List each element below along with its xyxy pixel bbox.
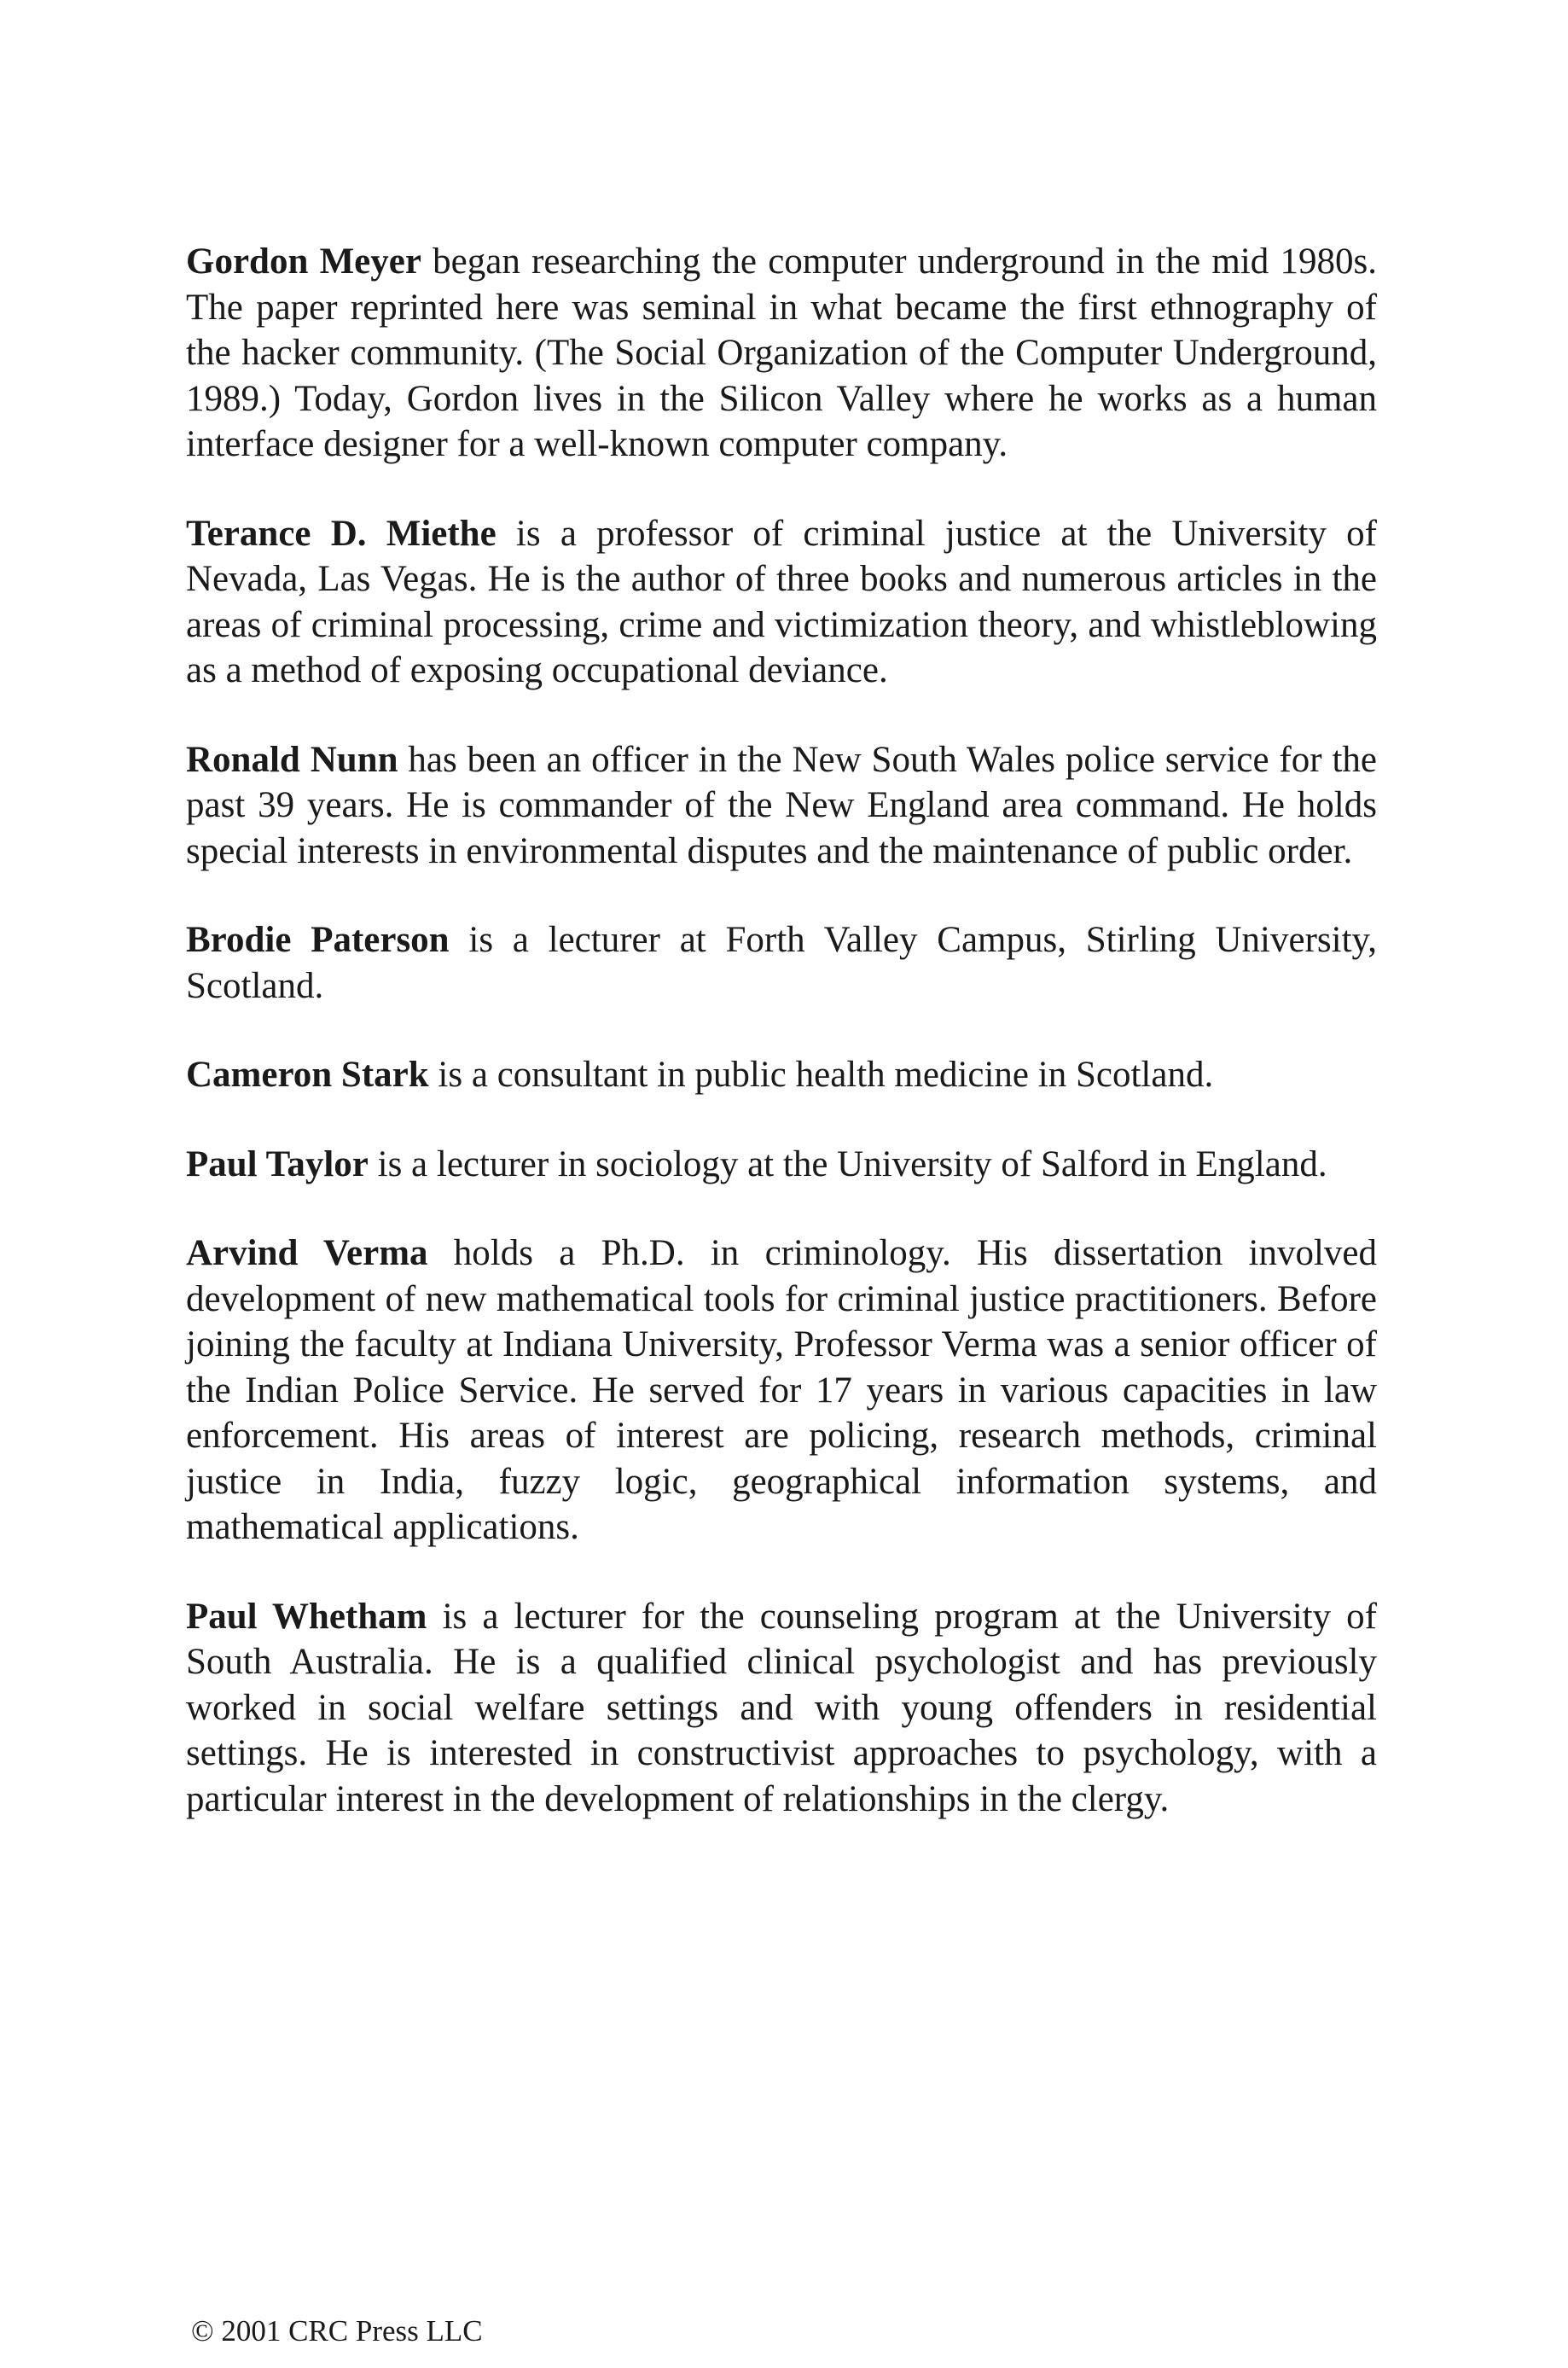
contributor-name: Gordon Meyer <box>186 241 421 282</box>
bio-paragraph <box>186 1594 1377 1823</box>
bio-paragraph <box>186 1231 1377 1551</box>
bio-paragraph <box>186 1142 1377 1188</box>
bio-text: is a lecturer for the counseling program at the University of South Australia. He is a qualified clinical psychologist and has previously worked in social welfare settings and with young offenders in residential settings. He is interested in constructivist approaches to psychology, with a particular interest in the development of relationships in the clergy. <box>186 1596 1377 1819</box>
bio-paragraph <box>186 737 1377 875</box>
copyright-footer: © 2001 CRC Press LLC <box>191 2314 483 2348</box>
contributor-name: Terance D. Miethe <box>186 513 497 554</box>
bio-paragraph <box>186 511 1377 694</box>
bio-text: is a professor of criminal justice at the University of Nevada, Las Vegas. He is the author of three books and numerous articles in the areas of criminal processing, crime and victimization theory, and whistleblowing as a method of exposing occupational deviance. <box>186 513 1377 690</box>
bio-text: began researching the computer underground in the mid 1980s. The paper reprinted here was seminal in what became the first ethnography of the hacker community. (The Social Organization of the Computer Underground, 1989.) Today, Gordon lives in the Silicon Valley where he works as a human interface designer for a well-known computer company. <box>186 241 1378 464</box>
contributor-name: Ronald Nunn <box>186 739 398 780</box>
contributor-name: Brodie Paterson <box>186 920 450 960</box>
bio-paragraph <box>186 917 1377 1009</box>
bio-text: is a lecturer in sociology at the University of Salford in England. <box>368 1143 1327 1184</box>
contributor-name: Cameron Stark <box>186 1055 429 1095</box>
contributor-name: Paul Whetham <box>186 1596 427 1637</box>
bio-paragraph <box>186 239 1377 468</box>
bio-text: is a consultant in public health medicine in Scotland. <box>428 1055 1214 1095</box>
bio-text: holds a Ph.D. in criminology. His dissertation involved development of new mathematical tools for criminal justice practitioners. Before joining the faculty at Indiana University, Professor Verma was a senior officer of the Indian Police Service. He served for 17 years in various capacities in law enforcement. His areas of interest are policing, research methods, criminal justice in India, fuzzy logic, geographical information systems, and mathematical applications. <box>186 1233 1377 1547</box>
contributor-name: Arvind Verma <box>186 1233 428 1273</box>
bio-text: has been an officer in the New South Wales police service for the past 39 years. He is commander of the New England area command. He holds special interests in environmental disputes and the maintenance of public order. <box>186 739 1377 871</box>
bio-text: is a lecturer at Forth Valley Campus, Stirling University, Scotland. <box>186 920 1377 1006</box>
contributor-bios <box>186 239 1377 1865</box>
bio-paragraph <box>186 1052 1377 1098</box>
contributor-name: Paul Taylor <box>186 1143 369 1184</box>
